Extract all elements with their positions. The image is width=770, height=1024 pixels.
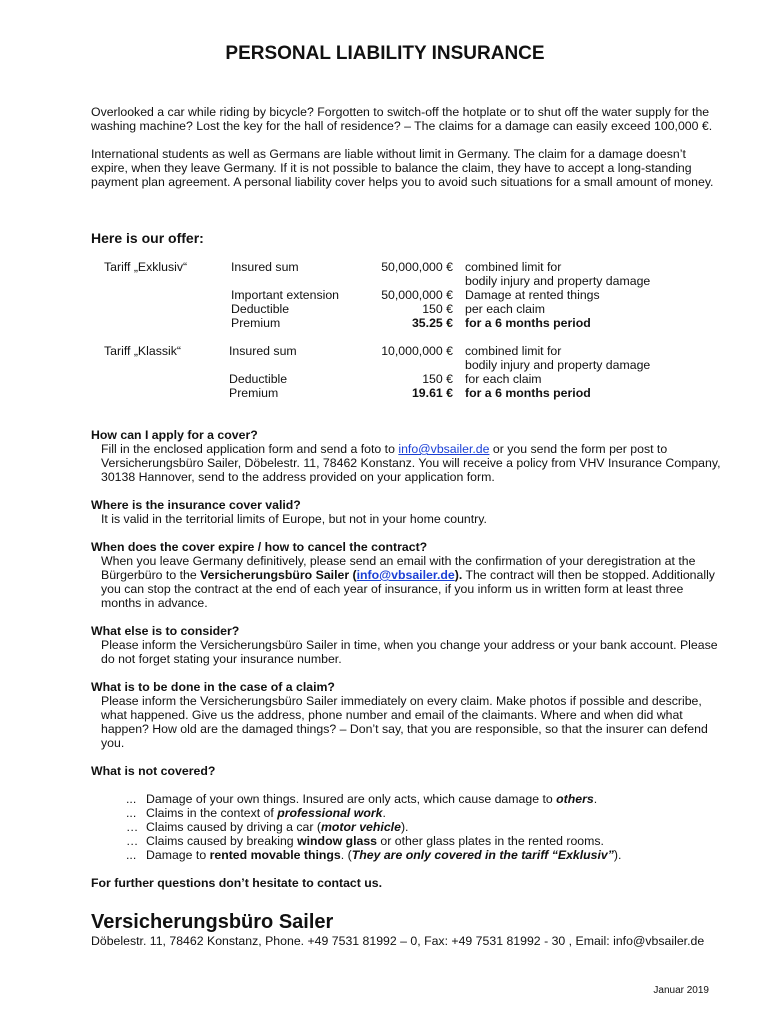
faq-answer: Please inform the Versicherungsbüro Sailer immediately on every claim. Make photos if possible and describe, what happened. Give us the address, phone number and email of the claimants. Where and when did what happen? How old are the damaged things? – Don’t say, that you are responsible, so that the insurer can defend you. xyxy=(101,694,708,750)
offer-heading: Here is our offer: xyxy=(91,230,204,246)
faq-not-covered xyxy=(91,764,721,778)
faq-answer: It is valid in the territorial limits of Europe, but not in your home country. xyxy=(101,512,487,526)
document-date: Januar 2019 xyxy=(653,985,709,996)
row-note: per each claim xyxy=(465,302,545,316)
faq-question: What else is to consider? xyxy=(91,624,240,638)
list-item xyxy=(126,848,726,862)
list-item xyxy=(126,792,726,806)
row-amount: 50,000,000 € xyxy=(381,288,453,302)
intro-paragraph-1: Overlooked a car while riding by bicycle? Forgotten to switch-off the hotplate or to shut off the water supply for the washing machine? Lost the key for the hall of residence? – The claims for a damage can easily exceed 100,000 €. xyxy=(91,105,713,133)
answer-text: or you send the form per post to Versicherungsbüro Sailer, Döbelestr. 11, 78462 Konstanz. You will receive a policy from VHV Insurance Company, 30138 Hannover, send to the address provided on your application form. xyxy=(101,442,721,484)
faq-question: What is not covered? xyxy=(91,764,216,778)
list-text xyxy=(146,792,597,806)
faq-question: Where is the insurance cover valid? xyxy=(91,498,301,512)
tariff-name: Tariff „Exklusiv“ xyxy=(104,260,188,274)
row-amount: 35.25 € xyxy=(411,316,453,330)
text: Claims caused by driving a car ( xyxy=(146,820,321,834)
company-name: Versicherungsbüro Sailer ( xyxy=(200,568,357,582)
company-name: Versicherungsbüro Sailer xyxy=(91,911,334,933)
row-note: bodily injury and property damage xyxy=(465,358,651,372)
row-amount: 10,000,000 € xyxy=(381,344,453,358)
row-amount: 150 € xyxy=(422,302,453,316)
emphasis: rented movable things xyxy=(209,848,341,862)
faq-valid xyxy=(91,498,721,526)
row-amount: 19.61 € xyxy=(411,386,453,400)
emphasis: others xyxy=(556,792,594,806)
company-address: Döbelestr. 11, 78462 Konstanz, Phone. +49 7531 81992 – 0, Fax: +49 7531 81992 - 30 , Email: info@vbsailer.de xyxy=(91,934,705,948)
list-bullet: ... xyxy=(126,806,137,820)
row-note: bodily injury and property damage xyxy=(465,274,651,288)
row-label: Insured sum xyxy=(231,260,299,274)
answer-text: When you leave Germany definitively, please send an email with the confirmation of your deregistration at the Bürgerbüro to the xyxy=(101,554,696,582)
list-text xyxy=(146,848,621,862)
text: Damage to xyxy=(146,848,210,862)
faq-question: What is to be done in the case of a claim? xyxy=(91,680,335,694)
faq-consider xyxy=(91,624,721,666)
row-label: Insured sum xyxy=(229,344,297,358)
answer-text: The contract will then be stopped. Additionally you can stop the contract at the end of each year of insurance, if you inform us in written form at least three months in advance. xyxy=(101,568,715,610)
faq-expire xyxy=(91,540,721,610)
list-text xyxy=(146,820,408,834)
page-title: PERSONAL LIABILITY INSURANCE xyxy=(225,43,545,64)
text: Damage of your own things. Insured are only acts, which cause damage to xyxy=(146,792,557,806)
answer-text: Fill in the enclosed application form and send a foto to xyxy=(101,442,399,456)
text: . ( xyxy=(340,848,352,862)
faq-claim xyxy=(91,680,721,750)
row-label: Deductible xyxy=(229,372,288,386)
not-covered-list xyxy=(126,792,726,862)
row-amount: 150 € xyxy=(422,372,453,386)
contact-line: For further questions don’t hesitate to contact us. xyxy=(91,876,383,890)
emphasis: They are only covered in the tariff “Exklusiv” xyxy=(351,848,614,862)
list-bullet: … xyxy=(126,820,139,834)
emphasis: professional work xyxy=(277,806,383,820)
row-note: for each claim xyxy=(465,372,542,386)
row-label: Premium xyxy=(231,316,281,330)
list-item xyxy=(126,820,726,834)
text: Claims caused by breaking xyxy=(146,834,298,848)
row-note: combined limit for xyxy=(465,260,562,274)
row-note: for a 6 months period xyxy=(465,386,591,400)
faq-answer: Please inform the Versicherungsbüro Sailer in time, when you change your address or your bank account. Please do not forget stating your insurance number. xyxy=(101,638,718,666)
text: . xyxy=(593,792,598,806)
faq-question: How can I apply for a cover? xyxy=(91,428,258,442)
row-note: for a 6 months period xyxy=(465,316,591,330)
intro-section xyxy=(91,105,721,189)
row-label: Premium xyxy=(229,386,279,400)
emphasis: motor vehicle xyxy=(320,820,401,834)
email-link[interactable]: info@vbsailer.de xyxy=(398,442,490,456)
email-link[interactable]: info@vbsailer.de xyxy=(356,568,455,582)
list-bullet: … xyxy=(126,834,139,848)
row-note: combined limit for xyxy=(465,344,562,358)
tariff-name: Tariff „Klassik“ xyxy=(104,344,181,358)
list-text xyxy=(146,806,386,820)
list-item xyxy=(126,806,726,820)
text: or other glass plates in the rented rooms. xyxy=(377,834,604,848)
text: . xyxy=(382,806,386,820)
row-label: Important extension xyxy=(231,288,340,302)
faq-apply xyxy=(91,428,721,484)
list-text xyxy=(146,834,604,848)
row-label: Deductible xyxy=(231,302,290,316)
text: Claims in the context of xyxy=(146,806,278,820)
faq-answer xyxy=(91,442,721,484)
list-item xyxy=(126,834,726,848)
list-bullet: ... xyxy=(126,848,137,862)
emphasis: window glass xyxy=(297,834,378,848)
text: ). xyxy=(613,848,622,862)
text: ). xyxy=(400,820,409,834)
answer-text: ). xyxy=(454,568,463,582)
faq-question: When does the cover expire / how to cancel the contract? xyxy=(91,540,428,554)
row-amount: 50,000,000 € xyxy=(381,260,453,274)
list-bullet: ... xyxy=(126,792,137,806)
row-note: Damage at rented things xyxy=(465,288,600,302)
intro-paragraph-2: International students as well as Germans are liable without limit in Germany. The claim for a damage doesn’t expire, when they leave Germany. If it is not possible to balance the claim, they have to accept a long-standing payment plan agreement. A personal liability cover helps you to avoid such situations for a small amount of money. xyxy=(91,147,714,189)
faq-answer xyxy=(91,554,721,610)
